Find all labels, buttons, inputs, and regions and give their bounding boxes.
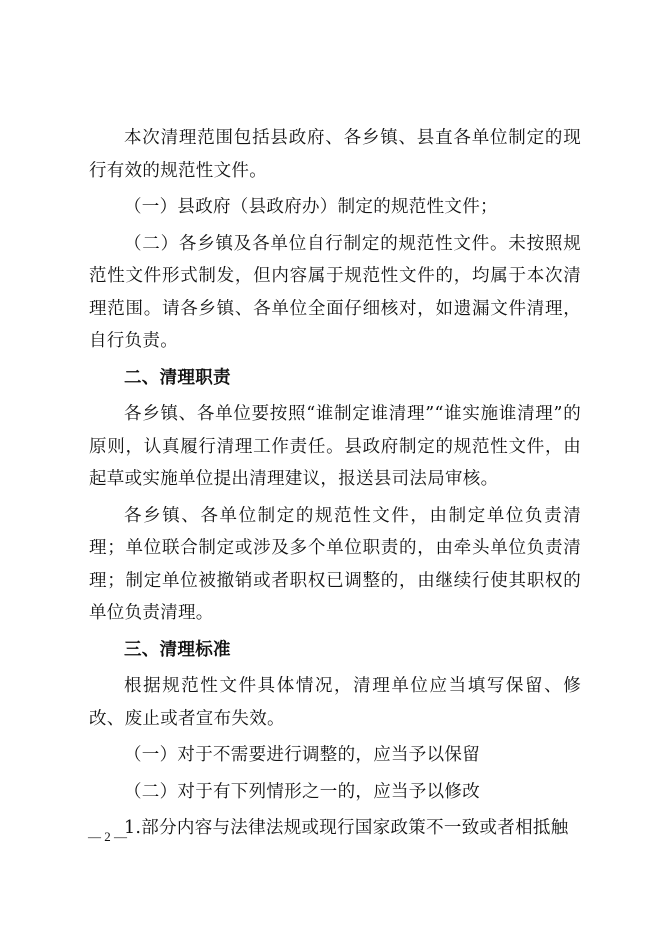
document-body: [89, 122, 581, 845]
paragraph-item-2: （二）各乡镇及各单位自行制定的规范性文件。未按照规范性文件形式制发，但内容属于规范性文件的，均属于本次清理范围。请各乡镇、各单位全面仔细核对，如遗漏文件清理，自行负责。: [89, 233, 581, 351]
paragraph-scope: 本次清理范围包括县政府、各乡镇、县直各单位制定的现行有效的规范性文件。: [89, 128, 581, 181]
paragraph-standards-intro: 根据规范性文件具体情况，清理单位应当填写保留、修改、废止或者宣布失效。: [89, 676, 581, 729]
paragraph-responsibility-principle: 各乡镇、各单位要按照“谁制定谁清理”“谁实施谁清理”的原则，认真履行清理工作责任。县政府制定的规范性文件，由起草或实施单位提出清理建议，报送县司法局审核。: [89, 404, 581, 489]
section-heading-responsibilities: 二、清理职责: [124, 367, 231, 388]
paragraph-standard-retain: （一）对于不需要进行调整的，应当予以保留: [124, 745, 480, 765]
paragraph-modify-case-1: 1.部分内容与法律法规或现行国家政策不一致或者相抵触: [124, 818, 569, 838]
paragraph-item-1: （一）县政府（县政府办）制定的规范性文件；: [124, 197, 498, 217]
paragraph-responsibility-units: 各乡镇、各单位制定的规范性文件，由制定单位负责清理；单位联合制定或涉及多个单位职责的，由牵头单位负责清理；制定单位被撤销或者职权已调整的，由继续行使其职权的单位负责清理。: [89, 505, 581, 623]
page-number: — 2 —: [88, 829, 127, 844]
section-heading-standards: 三、清理标准: [124, 639, 231, 660]
paragraph-standard-modify: （二）对于有下列情形之一的，应当予以修改: [124, 781, 480, 802]
